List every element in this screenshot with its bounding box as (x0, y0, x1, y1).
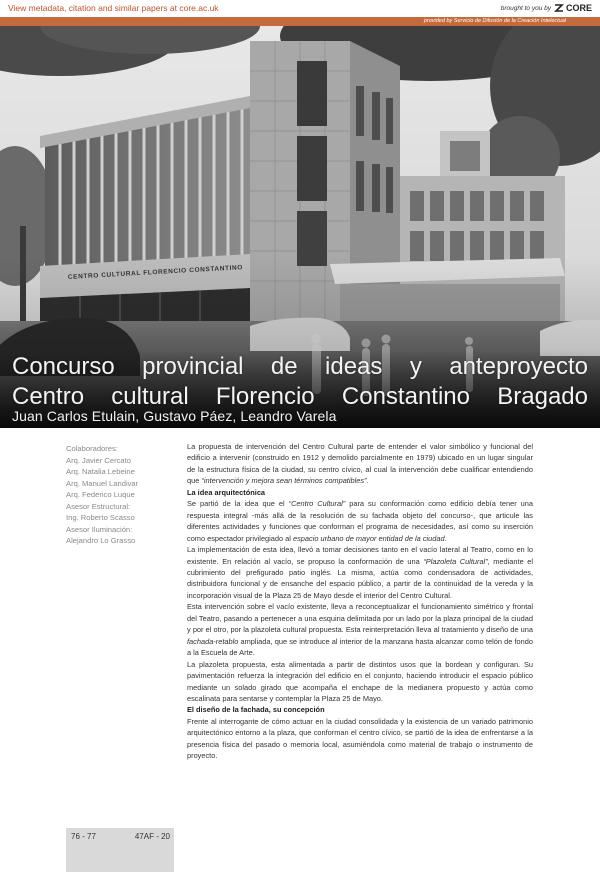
hero-render (0, 26, 600, 428)
core-logo[interactable] (554, 3, 592, 13)
section-heading: El diseño de la fachada, su concepción (187, 705, 325, 715)
core-metadata-link[interactable]: View metadata, citation and similar papers at core.ac.uk (8, 3, 219, 13)
collaborator-line: Arq. Federico Luque (66, 490, 135, 499)
text-run: , mediante el cubrimiento del prefigurado patio inglés. La misma, actúa como condensadora de actividades, distribuidora funcional y de ensanche del espacio público, a partir de la continuidad de la vereda y la incorporación visual de la Plaza 25 de Mayo desde el interior del Centro Cultural. (187, 556, 533, 600)
paragraph: La plazoleta propuesta, esta alimentada a partir de distintos usos que la bordean y configuran. Su pavimentación refuerza la integración del edificio en el conjunto, haciendo introducir el espacio público mediante un solado girado que acompaña el enchape de la medianera propuesto y actúa como escalinata para sentarse y contemplar la Plaza 25 de Mayo. (187, 659, 533, 703)
collaborators-title: Colaboradores: (66, 444, 118, 453)
paragraph (187, 498, 533, 544)
provided-by-bar: provided by Servicio de Difusión de la Creación Intelectual (0, 17, 600, 26)
emphasis: “Centro Cultural” (288, 499, 346, 509)
core-logo-icon (554, 3, 564, 13)
paragraph (187, 544, 533, 601)
text-run: para su conformación como edificio debía tener una respuesta integral -más allá de la resolución de su fachada objeto del concurso-, que articule las diferentes actividades y funciones que conforman el programa de necesidades, así como su inserción como espectador privilegiado al (187, 499, 533, 543)
issue-number: 47AF - 20 (134, 832, 170, 841)
title-line-2: Centro cultural Florencio Constantino Bragado (12, 383, 588, 410)
page-footer-box (66, 828, 174, 872)
core-header (0, 0, 600, 17)
emphasis: “Plazoleta Cultural” (423, 556, 488, 566)
article-title (12, 352, 588, 412)
brought-by (501, 3, 592, 13)
emphasis: fachada-retablo (187, 636, 239, 646)
collaborator-line: Ing. Roberto Scasso (66, 513, 135, 522)
authors: Juan Carlos Etulain, Gustavo Páez, Leandro Varela (12, 408, 337, 424)
collaborator-line: Asesor Iluminación: (66, 524, 133, 534)
text-run: Esta intervención sobre el vacío existente, lleva a reconceptualizar el funcionamiento simétrico y frontal del Teatro, pasando a pertenecer a una esquina delimitada por un lado por la plaza principal de la ciudad y por el otro, por la plazoleta cultural propuesta. Esta reinterpretación lleva al tratamiento y diseño de una (187, 602, 533, 635)
text-run: La propuesta de intervención del Centro Cultural parte de entender el valor simbólico y funcional del edificio a intervenir (construido en 1912 y demolido parcialmente en 1979) ubicado en un lugar singular de la estructura física de la ciudad, su centro cívico, al cual la intervención debe cualificar entendiendo que (187, 442, 533, 486)
paragraph: Frente al interrogante de cómo actuar en la ciudad consolidada y la existencia de un variado patrimonio arquitectónico entorno a la plaza, que conforman el centro cívico, se partió de la idea de enfrentarse a la presencia física del pasado o memoria local, asumiéndola como material de trabajo o instrumento de proyecto. (187, 716, 533, 761)
collaborator-line: Asesor Estructural: (66, 501, 131, 511)
core-logo-text: CORE (565, 3, 592, 13)
section-heading: La idea arquitectónica (187, 487, 266, 497)
page-numbers: 76 - 77 (71, 832, 96, 841)
emphasis: “intervención y mejora sean términos compatibles”. (201, 476, 369, 486)
article-body (187, 441, 533, 762)
collaborator-line: Arq. Manuel Landivar (66, 478, 139, 488)
emphasis: espacio urbano de mayor entidad de la ciudad. (293, 533, 447, 543)
text-run: La implementación de esta idea, llevó a tomar decisiones tanto en el vacío lateral al Teatro, como en lo existente. En relación al vacío, se propuso la conformación de una (187, 545, 533, 566)
text-run: Se partió de la idea que el (187, 499, 289, 509)
paragraph (187, 441, 533, 487)
collaborator-line: Alejandro Lo Grasso (66, 536, 136, 545)
collaborators-list (66, 443, 181, 547)
title-line-1: Concurso provincial de ideas y anteproyecto (12, 353, 588, 380)
text-run: ampliada, que se introduce al interior de la manzana hasta alcanzar como telón de fondo a la Escuela de Arte. (187, 636, 533, 658)
paragraph (187, 601, 533, 658)
collaborator-line: Arq. Natalia Lebeine (66, 467, 135, 476)
brought-by-label: brought to you by (500, 4, 551, 12)
collaborator-line: Arq. Javier Cercato (66, 455, 131, 465)
